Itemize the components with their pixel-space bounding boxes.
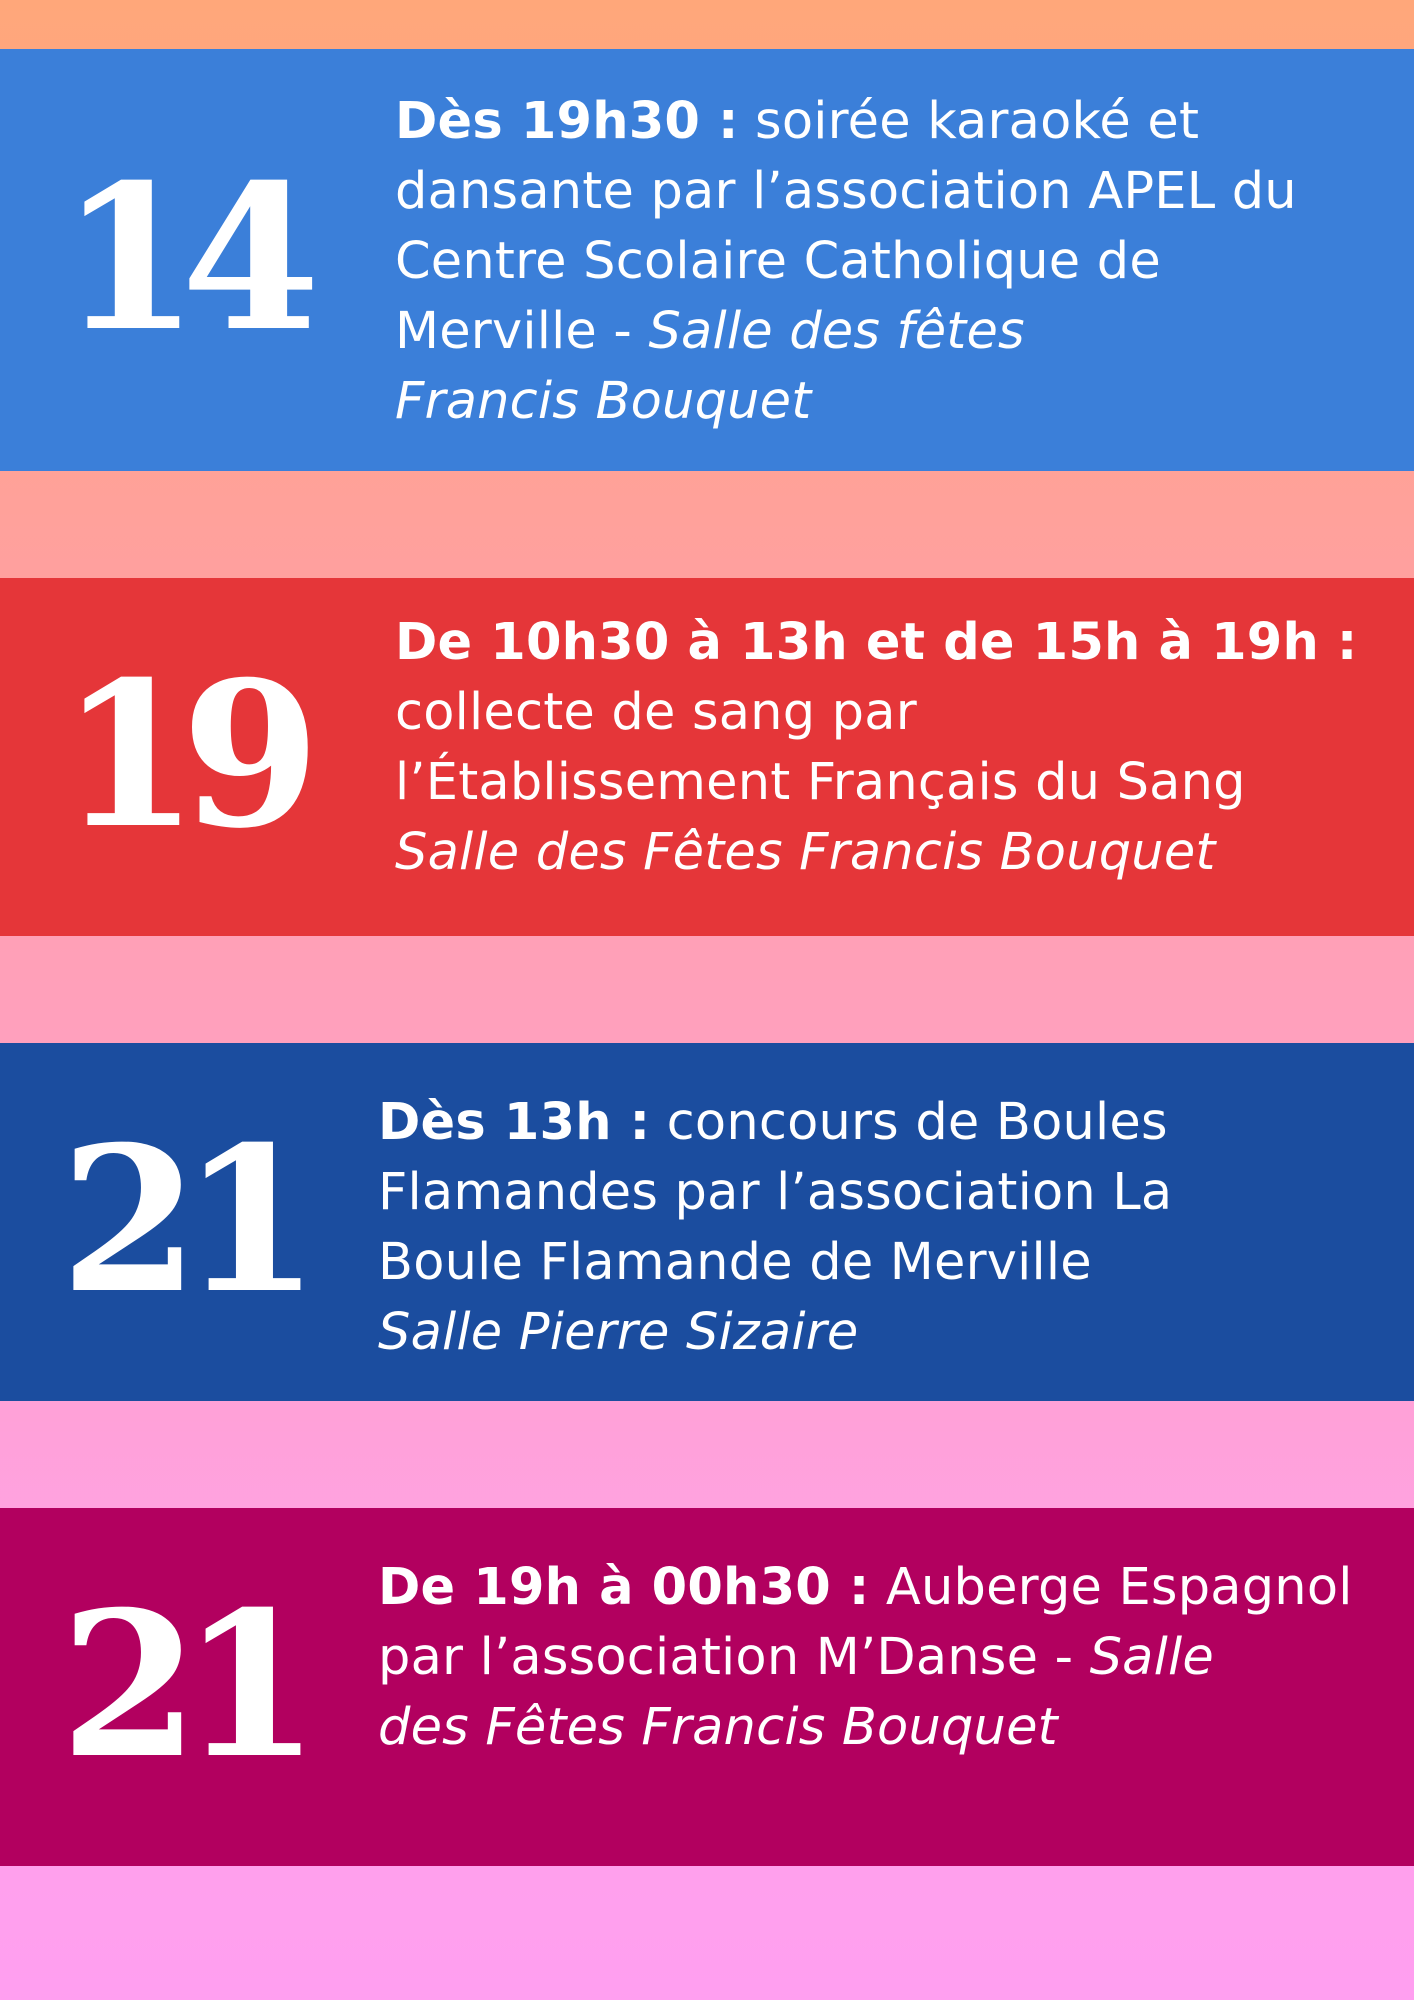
event-line [378, 1088, 1398, 1158]
event-venue: Salle des fêtes [648, 302, 1025, 361]
event-time: De 19h à 00h30 : [378, 1558, 870, 1617]
event-venue: Francis Bouquet [395, 372, 812, 431]
event-text: concours de Boules [650, 1093, 1168, 1152]
event-text: par l’association M’Danse - [378, 1628, 1090, 1687]
event-description [395, 608, 1400, 888]
event-venue: Salle Pierre Sizaire [378, 1303, 859, 1362]
event-description [378, 1088, 1398, 1368]
event-venue: Salle des Fêtes Francis Bouquet [395, 823, 1216, 882]
event-venue: des Fêtes Francis Bouquet [378, 1698, 1058, 1757]
event-card [0, 578, 1414, 936]
event-day-number: 14 [60, 141, 303, 376]
event-card [0, 49, 1414, 471]
event-text: collecte de sang par [395, 683, 917, 742]
event-description [378, 1553, 1398, 1763]
event-card [0, 1508, 1414, 1866]
event-time: Dès 13h : [378, 1093, 651, 1152]
event-day-number: 19 [60, 638, 303, 873]
event-text: Flamandes par l’association La [378, 1163, 1173, 1222]
event-text: soirée karaoké et [738, 92, 1200, 151]
event-text: l’Établissement Français du Sang [395, 753, 1246, 812]
event-line [378, 1553, 1398, 1623]
event-time: De 10h30 à 13h et de 15h à 19h : [395, 613, 1358, 672]
event-line [378, 1623, 1398, 1693]
event-text: Boule Flamande de Merville [378, 1233, 1092, 1292]
event-text: Centre Scolaire Catholique de [395, 232, 1161, 291]
event-text: Auberge Espagnol [869, 1558, 1353, 1617]
event-day-number: 21 [60, 1568, 303, 1803]
event-venue: Salle [1089, 1628, 1214, 1687]
event-line [395, 87, 1400, 157]
event-line [395, 297, 1400, 367]
event-text: dansante par l’association APEL du [395, 162, 1297, 221]
event-time: Dès 19h30 : [395, 92, 739, 151]
event-text: Merville - [395, 302, 649, 361]
event-day-number: 21 [60, 1103, 303, 1338]
event-description [395, 87, 1400, 437]
event-card [0, 1043, 1414, 1401]
